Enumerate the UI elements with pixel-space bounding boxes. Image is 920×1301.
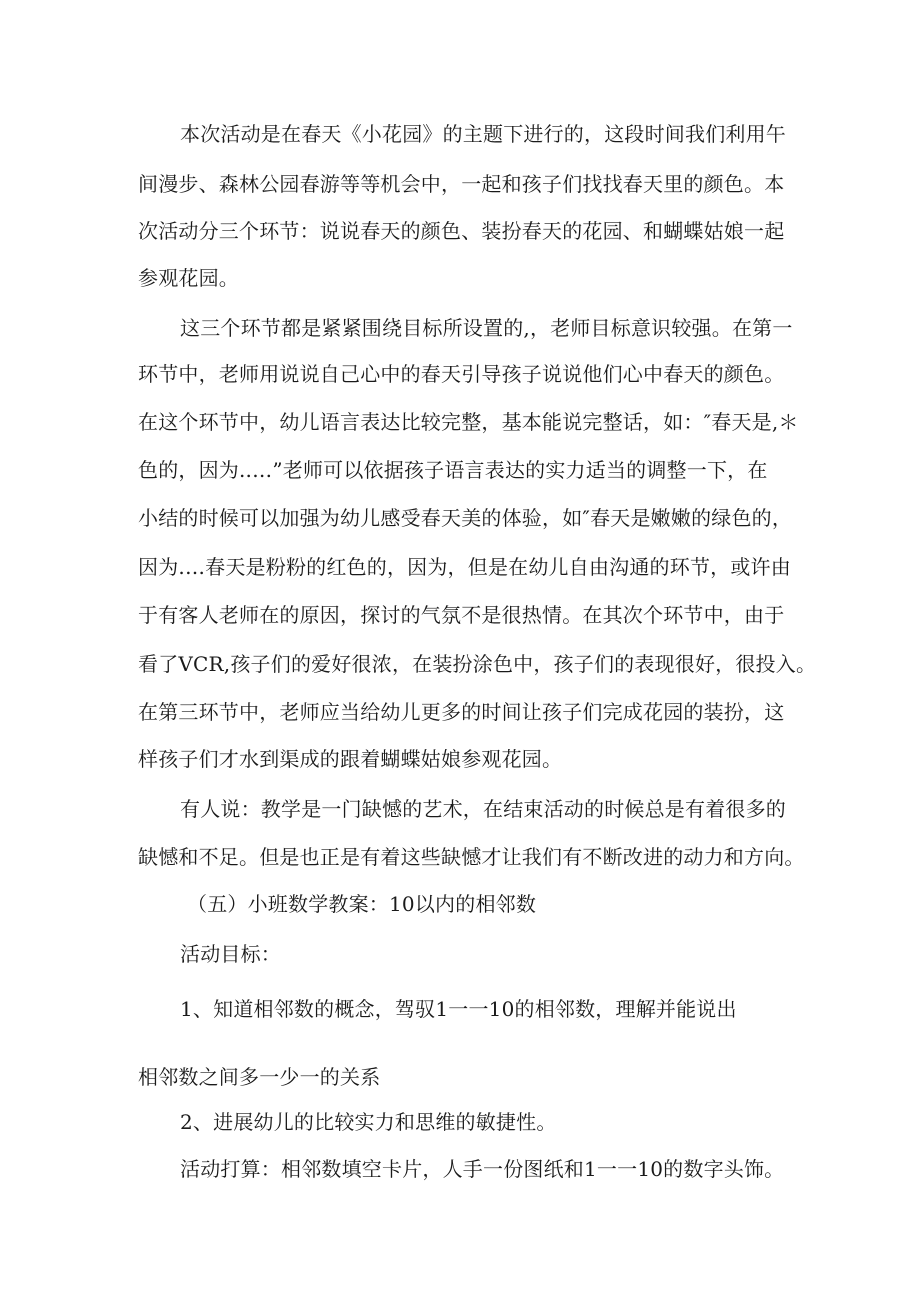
paragraph-2-line-3: 在这个环节中，幼儿语言表达比较完整，基本能说完整话，如：″春天是,＊ <box>138 410 799 434</box>
paragraph-2-line-9: 在第三环节中，老师应当给幼儿更多的时间让孩子们完成花园的装扮，这 <box>138 700 785 724</box>
paragraph-2-line-6: 因为.…春天是粉粉的红色的，因为，但是在幼儿自由沟通的环节，或许由 <box>138 555 791 579</box>
paragraph-1-line-3: 次活动分三个环节：说说春天的颜色、装扮春天的花园、和蝴蝶姑娘一起 <box>138 219 785 243</box>
paragraph-2-line-7: 于有客人老师在的原因，探讨的气氛不是很热情。在其次个环节中，由于 <box>138 603 785 627</box>
paragraph-1-line-4: 参观花园。 <box>138 266 239 290</box>
section-title: （五）小班数学教案：10以内的相邻数 <box>187 892 537 916</box>
goals-label: 活动目标： <box>180 942 281 966</box>
paragraph-2-line-1: 这三个环节都是紧紧围绕目标所设置的,，老师目标意识较强。在第一 <box>180 316 793 340</box>
paragraph-3-line-2: 缺憾和不足。但是也正是有着这些缺憾才让我们有不断改进的动力和方向。 <box>138 845 805 869</box>
paragraph-2-line-2: 环节中，老师用说说自己心中的春天引导孩子说说他们心中春天的颜色。 <box>138 362 785 386</box>
paragraph-1-line-2: 间漫步、森林公园春游等等机会中，一起和孩子们找找春天里的颜色。本 <box>138 172 785 196</box>
preparation: 活动打算：相邻数填空卡片，人手一份图纸和1一一10的数字头饰。 <box>180 1157 785 1181</box>
goal-2: 2、进展幼儿的比较实力和思维的敏捷性。 <box>180 1110 557 1134</box>
paragraph-2-line-10: 样孩子们才水到渠成的跟着蝴蝶姑娘参观花园。 <box>138 747 563 771</box>
paragraph-2-line-8: 看了VCR,孩子们的爱好很浓，在装扮涂色中，孩子们的表现很好，很投入。 <box>138 652 817 676</box>
goal-1-line-2: 相邻数之间多一少一的关系 <box>138 1065 381 1089</box>
paragraph-1-line-1: 本次活动是在春天《小花园》的主题下进行的，这段时间我们利用午 <box>180 122 786 146</box>
paragraph-2-line-5: 小结的时候可以加强为幼儿感受春天美的体验，如″春天是嫩嫩的绿色的， <box>138 506 793 530</box>
paragraph-2-line-4: 色的，因为..…”老师可以依据孩子语言表达的实力适当的调整一下，在 <box>138 458 768 482</box>
goal-1-line-1: 1、知道相邻数的概念，驾驭1一一10的相邻数，理解并能说出 <box>180 997 737 1021</box>
paragraph-3-line-1: 有人说：教学是一门缺憾的艺术，在结束活动的时候总是有着很多的 <box>180 797 786 821</box>
